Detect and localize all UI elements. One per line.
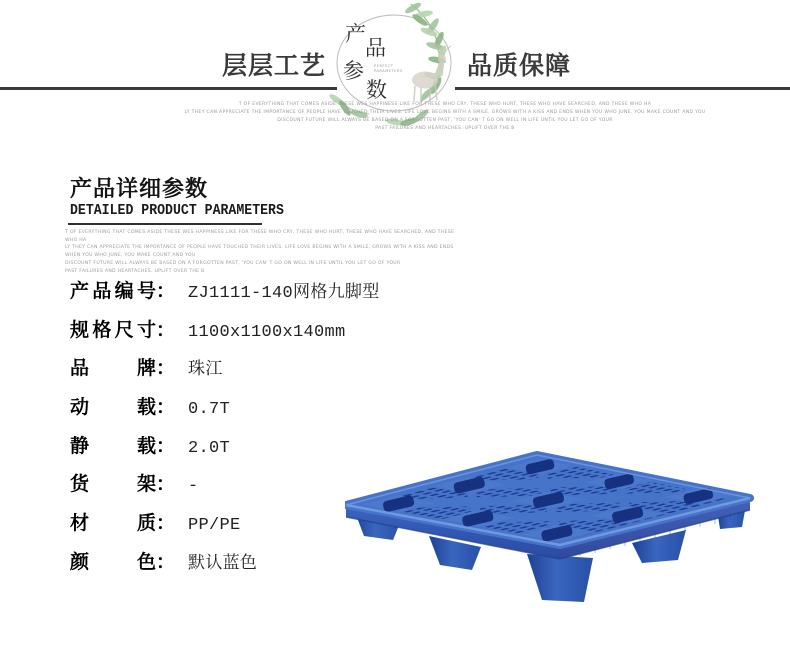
section-desc-line: LY THEY CAN APPRECIATE THE IMPORTANCE OF PEOPLE HAVE TOUCHED THEIR LIVES. LIFE LOVE BEGINS WITH A SMILE, GROWS WITH A KISS AND ENDS WHEN YOU WHO JUNE, YOU MAKE COUNT AND YOU <box>65 245 454 259</box>
banner-intro-text <box>100 101 790 133</box>
banner-divider-right <box>455 87 790 90</box>
param-colon: ： <box>156 551 176 573</box>
param-label: 动载 <box>70 397 156 419</box>
section-desc-line: T OF EVERYTHING THAT COMES ASIDE THESE WES HAPPINESS LIKE FOR THESE WHO CRY, THESE WHO HURT, THESE WHO HAVE SEARCHED, AND THESE WHO HA <box>65 230 455 243</box>
param-row-static-load <box>70 431 400 458</box>
param-colon: ： <box>156 358 176 380</box>
param-value: 默认蓝色 <box>188 554 258 574</box>
banner-title-quality: 品质保障 <box>467 53 572 80</box>
emblem-char-3: 参 <box>343 59 364 83</box>
param-label: 货架 <box>70 474 156 496</box>
param-row-dynamic-load <box>70 392 400 420</box>
product-photo-pallet <box>345 448 755 606</box>
banner-intro-line: PAST FAILURES AND HEARTACHES. UPLIFT OVER THE B <box>375 125 515 131</box>
param-colon: ： <box>156 513 176 535</box>
param-label: 静载 <box>70 435 156 457</box>
param-label: 材质 <box>70 513 156 535</box>
emblem-char-4: 数 <box>366 78 387 102</box>
param-colon: ： <box>156 397 176 419</box>
section-desc-line: PAST FAILURES AND HEARTACHES. UPLIFT OVER THE B <box>65 268 205 274</box>
param-value: 0.7T <box>188 400 231 420</box>
param-value: 珠江 <box>188 361 223 381</box>
param-colon: ： <box>156 435 176 457</box>
param-label: 品牌 <box>70 358 156 380</box>
param-label: 颜色 <box>70 551 156 573</box>
banner-intro-line: T OF EVERYTHING THAT COMES ASIDE THESE WES HAPPINESS LIKE FOR THESE WHO CRY, THESE WHO HURT, THESE WHO HAVE SEARCHED, AND THESE WHO HA <box>238 102 652 107</box>
emblem-subtitle-bottom: PARAMETERS <box>374 69 403 73</box>
emblem-char-2: 品 <box>365 36 386 60</box>
param-label: 规格尺寸 <box>70 319 156 341</box>
param-row-size <box>70 315 400 342</box>
emblem-char-1: 产 <box>345 22 366 46</box>
param-value: - <box>188 477 199 497</box>
param-value: ZJ1111-140网格九脚型 <box>188 284 380 303</box>
param-colon: ： <box>156 319 176 341</box>
section-desc-line: DISCOUNT FUTURE WILL ALWAYS BE BASED ON A FORGOTTEN PAST, 'YOU CAN' T GO ON WELL IN LIFE UNTIL YOU LET GO OF YOUR <box>65 260 401 266</box>
banner-title-craft: 层层工艺 <box>222 53 327 80</box>
param-value: 1100x1100x140mm <box>188 322 346 342</box>
banner-intro-line: DISCOUNT FUTURE WILL ALWAYS BE BASED ON A FORGOTTEN PAST, 'YOU CAN' T GO ON WELL IN LIFE UNTIL YOU LET GO OF YOUR <box>277 117 613 123</box>
param-colon: ： <box>156 474 176 496</box>
param-row-product-code <box>70 276 400 303</box>
banner-divider-left <box>0 87 337 90</box>
section-title-chinese: 产品详细参数 <box>70 176 209 201</box>
param-value: PP/PE <box>188 516 241 536</box>
section-title-english: DETAILED PRODUCT PARAMETERS <box>70 202 284 219</box>
param-label: 产品编号 <box>70 281 156 302</box>
param-colon: ： <box>156 281 176 302</box>
banner-intro-line: LY THEY CAN APPRECIATE THE IMPORTANCE OF PEOPLE HAVE TOUCHED THEIR LIVES. LIFE LOVE BEGINS WITH A SMILE, GROWS WITH A KISS AND ENDS WHEN YOU WHO JUNE, YOU MAKE COUNT AND YOU <box>184 109 706 115</box>
param-value: 2.0T <box>188 438 231 458</box>
section-underline <box>68 223 262 225</box>
emblem-subtitle-top: PERFECT <box>374 64 394 68</box>
section-description-text <box>65 229 465 275</box>
pallet-deck <box>345 448 755 558</box>
param-row-brand <box>70 353 400 381</box>
